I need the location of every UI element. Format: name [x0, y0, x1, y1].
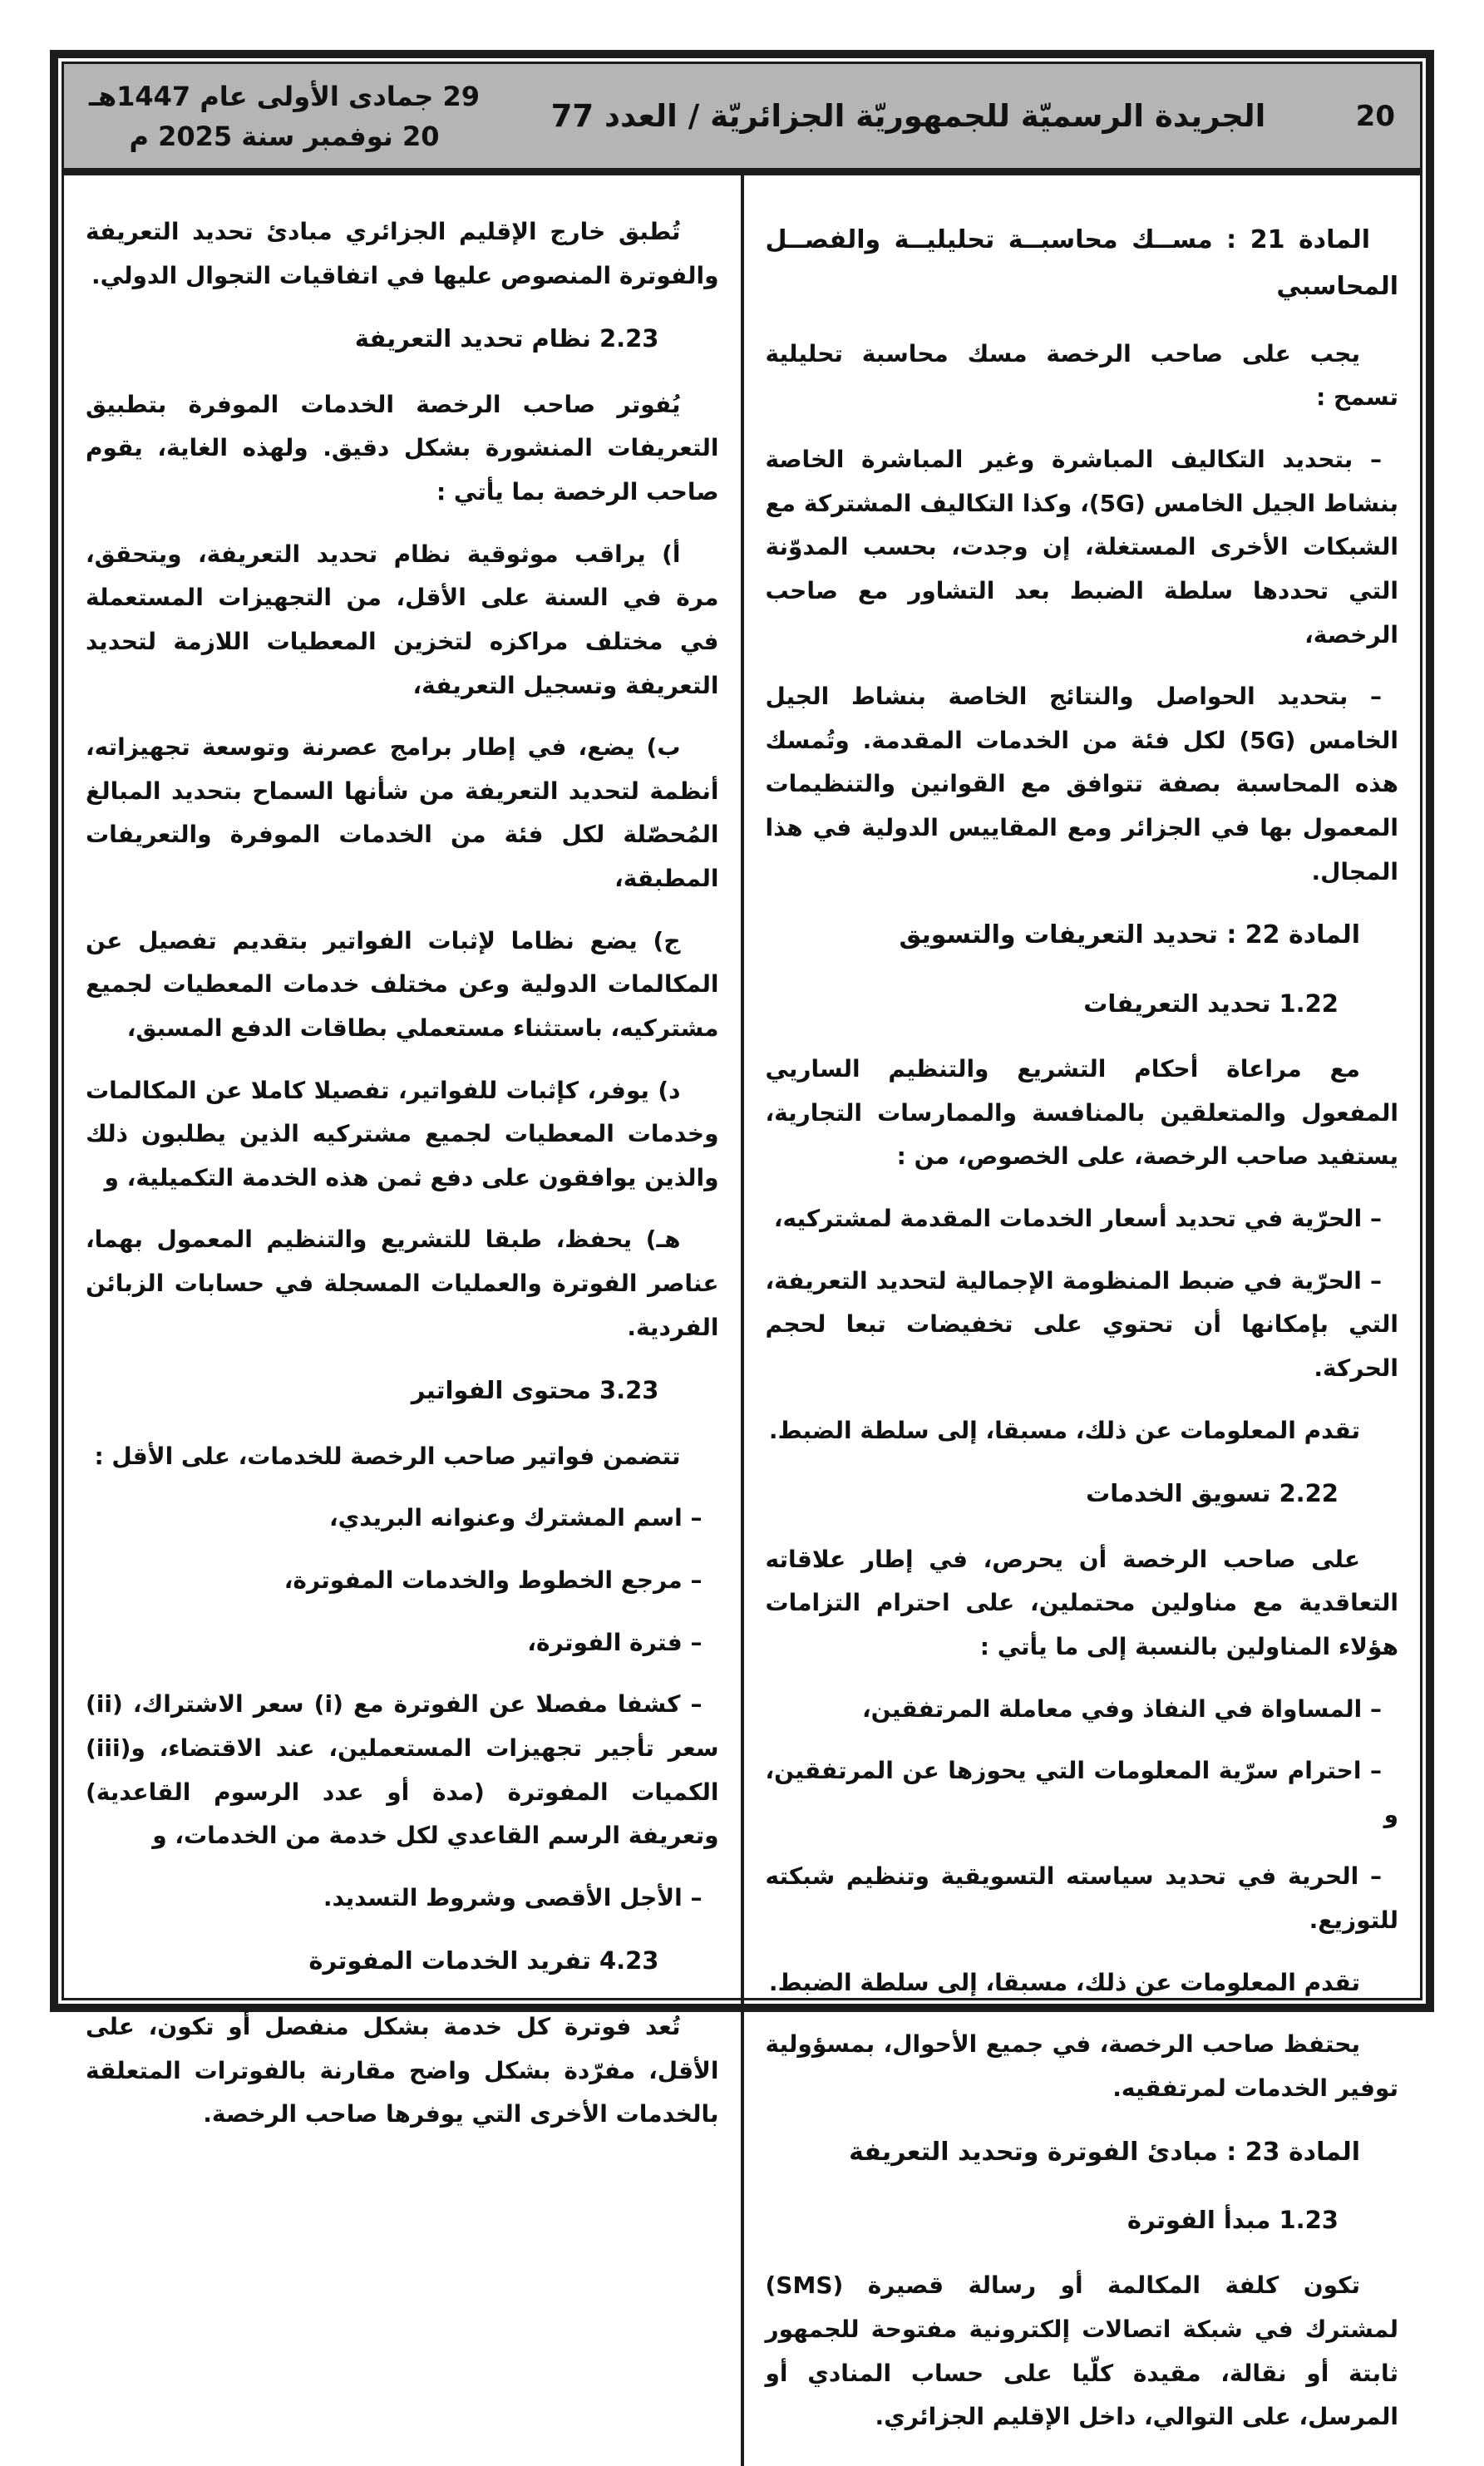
section-heading: 1.23 مبدأ الفوترة [1127, 2205, 1339, 2234]
paragraph: تتضمن فواتير صاحب الرخصة للخدمات، على الأقل : [94, 1442, 681, 1470]
column-right [744, 175, 1421, 2466]
masthead [64, 64, 1420, 175]
paragraph: ب) يضع، في إطار برامج عصرنة وتوسعة تجهيزاته، أنظمة لتحديد التعريفة من شأنها السماح بتحديد المبالغ المُحصّلة لكل فئة من الخدمات الموفرة والتعريفات المطبقة، [86, 733, 719, 893]
paragraph: أ) يراقب موثوقية نظام تحديد التعريفة، ويتحقق، مرة في السنة على الأقل، من التجهيزات المستعملة في مختلف مراكزه لتخزين المعطيات اللازمة لتحديد التعريفة وتسجيل التعريفة، [86, 540, 719, 699]
page-frame-inner [62, 62, 1422, 2431]
page-body [64, 175, 1420, 2466]
list-item: – بتحديد التكاليف المباشرة وغير المباشرة الخاصة بنشاط الجيل الخامس (5G)، وكذا التكاليف المشتركة مع الشبكات الأخرى المستغلة، إن وجدت، بحسب المدوّنة التي تحددها سلطة الضبط بعد التشاور مع صاحب الرخصة، [765, 446, 1398, 649]
list-item: – كشفا مفصلا عن الفوترة مع (i) سعر الاشتراك، (ii) سعر تأجير تجهيزات المستعملين، عند الاقتضاء، و(iii) الكميات المفوترة (مدة أو عدد الرسوم القاعدية) وتعريفة الرسم القاعدي لكل خدمة من الخدمات، و [86, 1690, 719, 1850]
article-heading: المادة 23 : مبادئ الفوترة وتحديد التعريفة [849, 2137, 1360, 2167]
paragraph: تُعد فوترة كل خدمة بشكل منفصل أو تكون، على الأقل، مفرّدة بشكل واضح مقارنة بالفوترات المتعلقة بالخدمات الأخرى التي يوفرها صاحب الرخصة. [86, 2012, 719, 2128]
paragraph: هـ) يحفظ، طبقا للتشريع والتنظيم المعمول بهما، عناصر الفوترة والعمليات المسجلة في حسابات الزبائن الفردية. [86, 1226, 719, 1341]
list-item: – مرجع الخطوط والخدمات المفوترة، [283, 1566, 703, 1595]
section-heading: 2.22 تسويق الخدمات [1086, 1479, 1339, 1508]
paragraph: د) يوفر، كإثبات للفواتير، تفصيلا كاملا عن المكالمات وخدمات المعطيات لجميع مشتركيه الذين يطلبون ذلك والذين يوافقون على دفع ثمن هذه الخدمة التكميلية، و [86, 1076, 719, 1191]
page-number: 20 [1355, 99, 1395, 133]
list-item: – الحرّية في تحديد أسعار الخدمات المقدمة لمشتركيه، [773, 1205, 1382, 1233]
section-heading: 1.22 تحديد التعريفات [1083, 989, 1339, 1018]
date-hijri: 29 جمادى الأولى عام 1447هـ [89, 80, 480, 112]
paragraph: يُفوتر صاحب الرخصة الخدمات الموفرة بتطبيق التعريفات المنشورة بشكل دقيق. ولهذه الغاية، يقوم صاحب الرخصة بما يأتي : [86, 390, 719, 506]
paragraph: تُطبق خارج الإقليم الجزائري مبادئ تحديد التعريفة والفوترة المنصوص عليها في اتفاقيات التجوال الدولي. [86, 218, 719, 289]
paragraph: تقدم المعلومات عن ذلك، مسبقا، إلى سلطة الضبط. [768, 1968, 1360, 1996]
list-item: – الحرّية في ضبط المنظومة الإجمالية لتحديد التعريفة، التي بإمكانها أن تحتوي على تخفيضات تبعا لحجم الحركة. [765, 1266, 1398, 1382]
paragraph: يجب على صاحب الرخصة مسك محاسبة تحليلية تسمح : [765, 339, 1398, 412]
list-item: – فترة الفوترة، [527, 1628, 703, 1656]
section-heading: 4.23 تفريد الخدمات المفوترة [308, 1946, 659, 1975]
list-item: – المساواة في النفاذ وفي معاملة المرتفقين، [862, 1694, 1382, 1723]
paragraph: تكون كلفة المكالمة أو رسالة قصيرة (SMS) لمشترك في شبكة اتصالات إلكترونية مفتوحة للجمهور ثابتة أو نقالة، مقيدة كلّيا على حساب المنادي أو المرسل، على التوالي، داخل الإقليم الجزائري. [765, 2271, 1398, 2431]
paragraph: ج) يضع نظاما لإثبات الفواتير بتقديم تفصيل عن المكالمات الدولية وعن مختلف خدمات المعطيات لجميع مشتركيه، باستثناء مستعملي بطاقات الدفع المسبق، [86, 926, 719, 1042]
section-heading: 2.23 نظام تحديد التعريفة [354, 324, 659, 353]
list-item: – اسم المشترك وعنوانه البريدي، [328, 1504, 703, 1532]
section-heading: 3.23 محتوى الفواتير [411, 1376, 659, 1405]
list-item: – الأجل الأقصى وشروط التسديد. [323, 1883, 703, 1911]
list-item: – بتحديد الحواصل والنتائج الخاصة بنشاط الجيل الخامس (5G) لكل فئة من الخدمات المقدمة. وتُمسك هذه المحاسبة بصفة تتوافق مع القوانين والتنظيمات المعمول بها في الجزائر ومع المقاييس الدولية في هذا المجال. [765, 683, 1398, 885]
list-item: – الحرية في تحديد سياسته التسويقية وتنظيم شبكته للتوزيع. [765, 1862, 1398, 1935]
date-gregorian: 20 نوفمبر سنة 2025 م [129, 120, 440, 152]
column-left [64, 175, 741, 2466]
journal-title: الجريدة الرسميّة للجمهوريّة الجزائريّة / العدد 77 [550, 98, 1266, 134]
article-heading: المادة 22 : تحديد التعريفات والتسويق [899, 920, 1360, 950]
paragraph: تقدم المعلومات عن ذلك، مسبقا، إلى سلطة الضبط. [768, 1416, 1360, 1444]
paragraph: على صاحب الرخصة أن يحرص، في إطار علاقاته التعاقدية مع مناولين محتملين، على احترام التزامات هؤلاء المناولين بالنسبة إلى ما يأتي : [765, 1545, 1398, 1660]
article-heading: المادة 21 : مســك محاسبــة تحليليــة والفصــل المحاسبي [765, 225, 1398, 302]
paragraph: مع مراعاة أحكام التشريع والتنظيم الساريي المفعول والمتعلقين بالمنافسة والممارسات التجارية، يستفيد صاحب الرخصة، على الخصوص، من : [765, 1055, 1398, 1171]
paragraph: يحتفظ صاحب الرخصة، في جميع الأحوال، بمسؤولية توفير الخدمات لمرتفقيه. [765, 2030, 1398, 2102]
list-item: – احترام سرّية المعلومات التي يحوزها عن المرتفقين، و [765, 1757, 1398, 1828]
column-divider-rule [741, 175, 744, 2466]
issue-dates [89, 76, 480, 156]
page-frame [50, 50, 1434, 2431]
